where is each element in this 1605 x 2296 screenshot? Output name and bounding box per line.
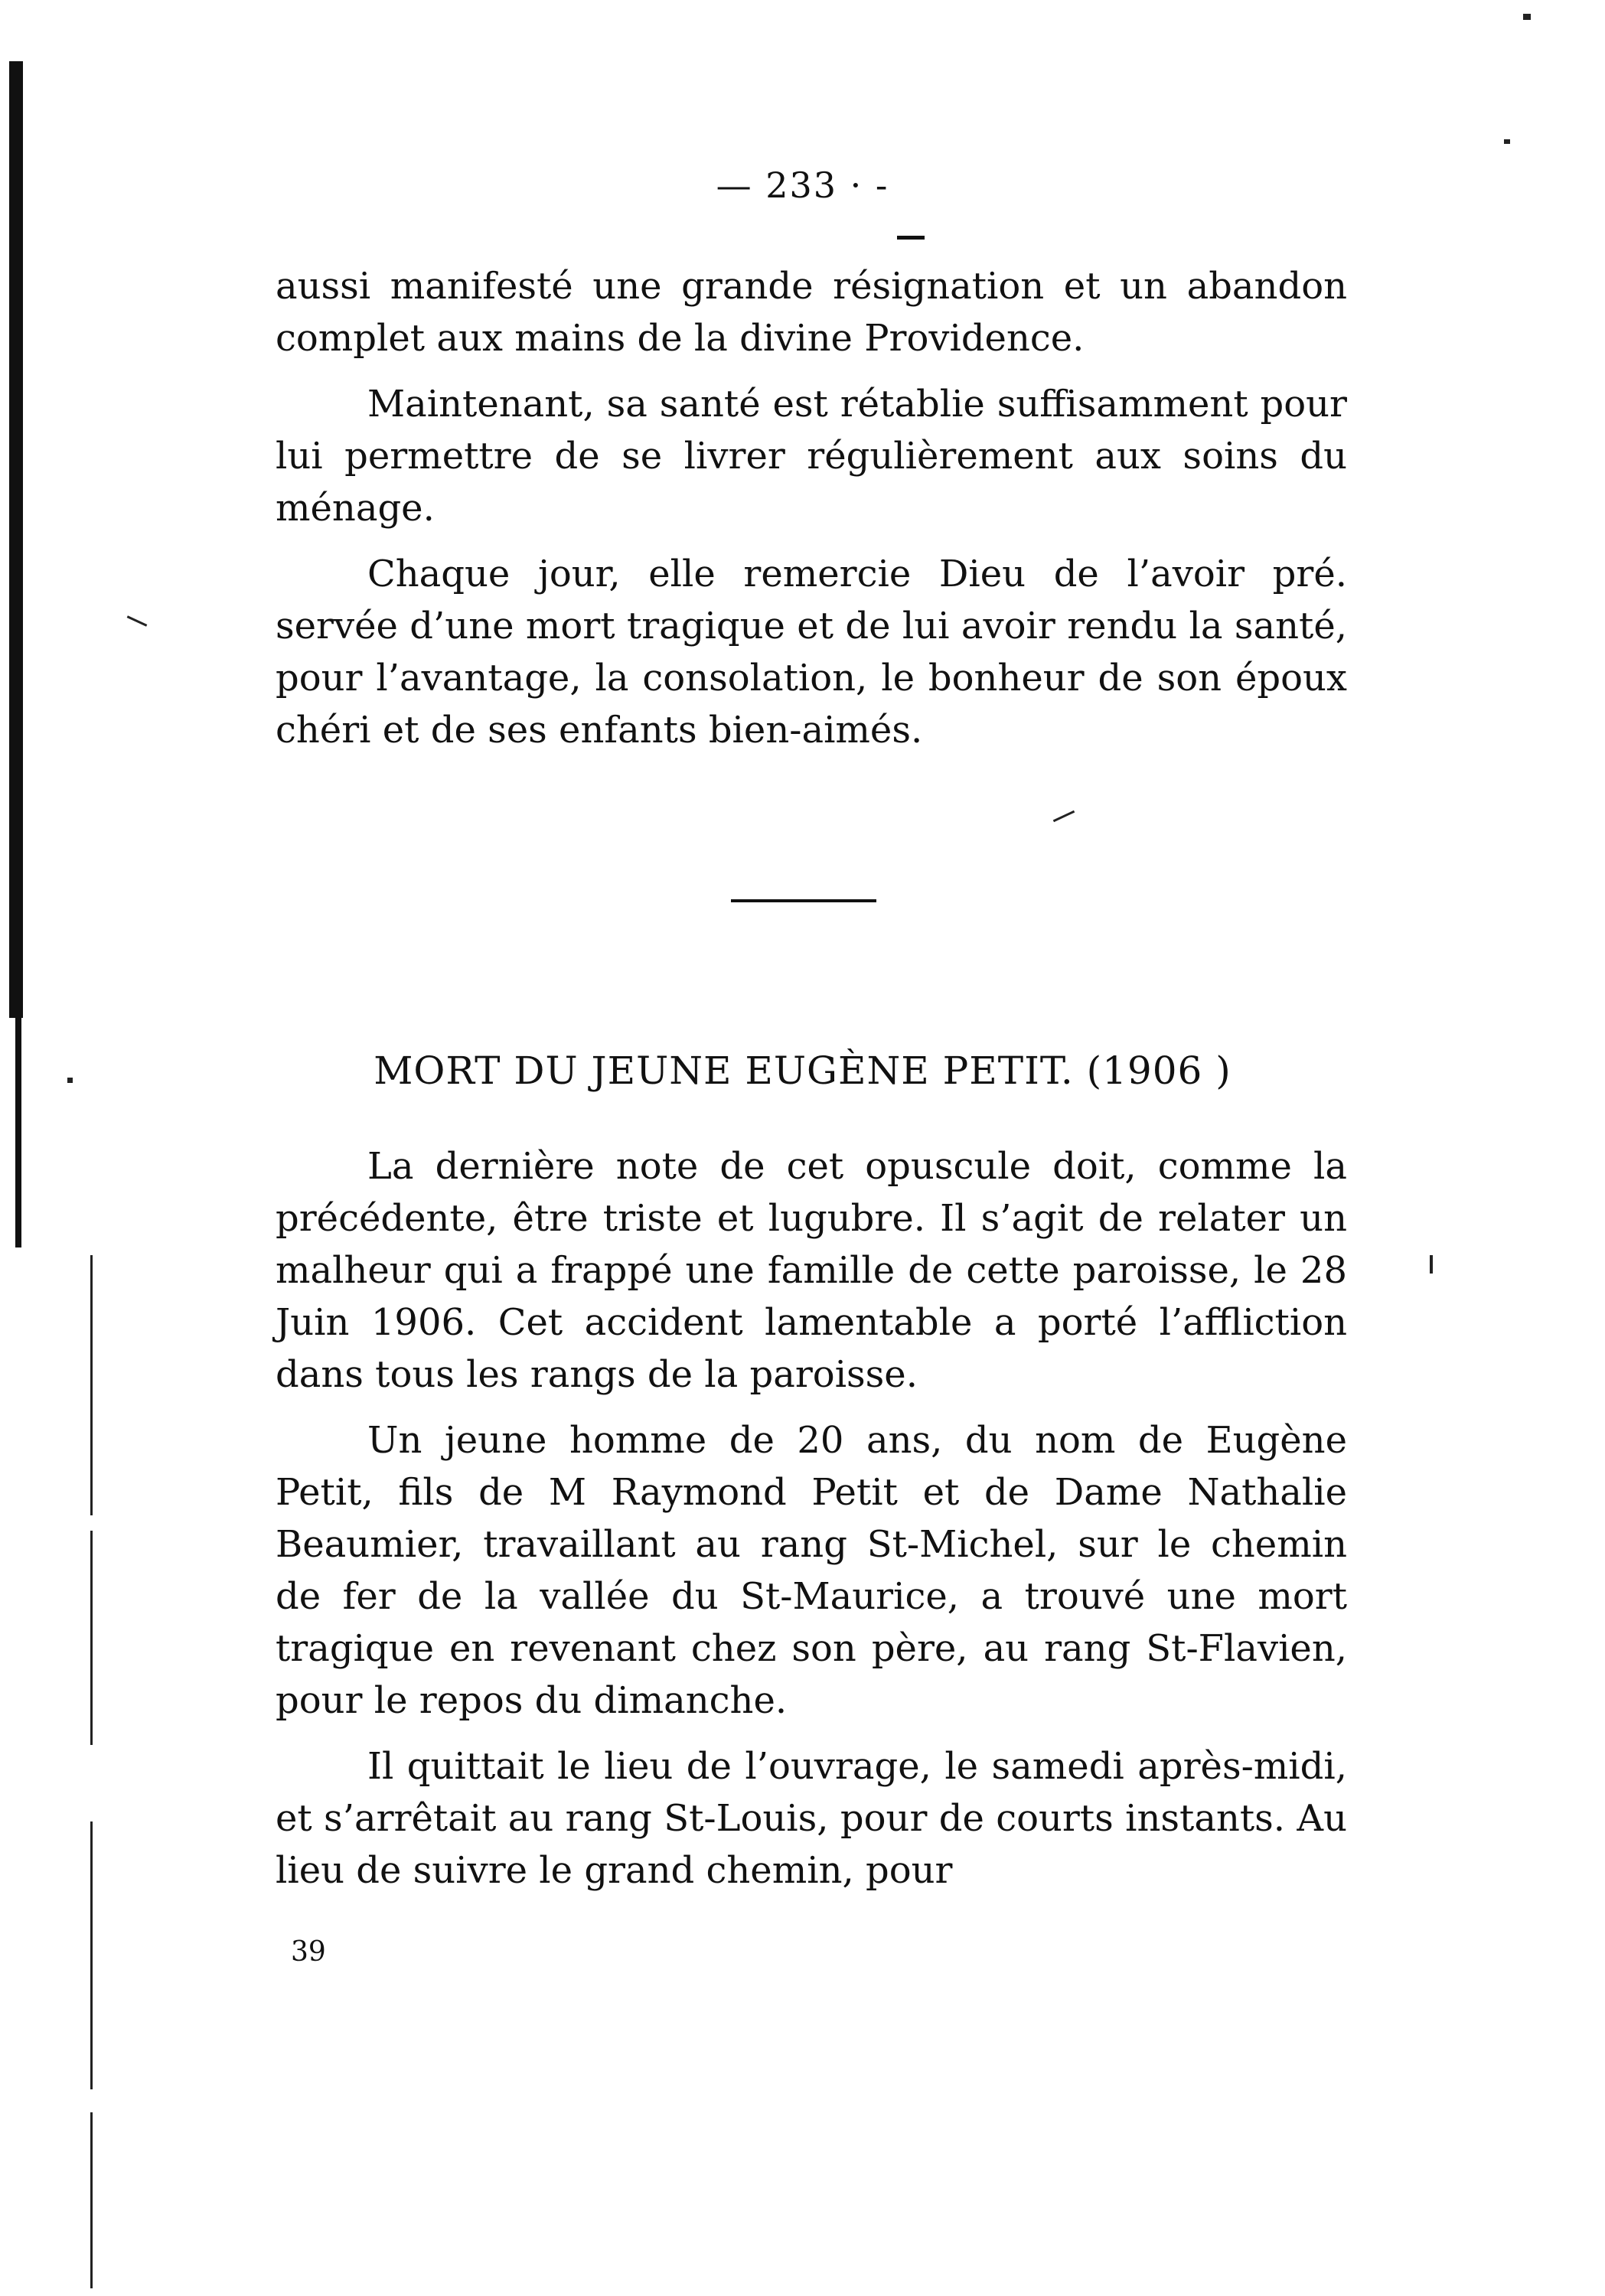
paragraph: Il quittait le lieu de l’ouvrage, le samedi après-midi, et s’arrêtait au rang St-Louis, pour de courts instants. Au lieu de suivre le grand chemin, pour: [276, 1745, 1347, 1892]
scan-speck: [1523, 14, 1531, 20]
scan-speck: [1053, 810, 1075, 822]
bottom-text-block: [276, 1140, 1347, 1910]
scan-edge-line: [90, 1531, 93, 1745]
scan-edge-line: [90, 2112, 93, 2288]
scan-speck: [1430, 1255, 1433, 1274]
paragraph: La dernière note de cet opuscule doit, comme la précédente, être triste et lugubre. Il s’agit de relater un malheur qui a frappé une famille de cette paroisse, le 28 Juin 1906. Cet accident lamentable a porté l’affliction dans tous les rangs de la paroisse.: [276, 1145, 1347, 1396]
signature-mark: 39: [291, 1936, 326, 1968]
scan-edge-line: [90, 1255, 93, 1515]
section-title: MORT DU JEUNE EUGÈNE PETIT. (1906 ): [374, 1049, 1231, 1093]
section-separator: [731, 899, 876, 902]
header-dash: [897, 236, 925, 240]
scan-edge-line: [90, 1821, 93, 2089]
paragraph: aussi manifesté une grande résignation et un abandon complet aux mains de la divine Providence.: [276, 265, 1347, 360]
scan-speck: [127, 615, 148, 627]
paragraph: Un jeune homme de 20 ans, du nom de Eugène Petit, fils de M Raymond Petit et de Dame Nathalie Beaumier, travaillant au rang St-Michel, sur le chemin de fer de la vallée du St-Maurice, a trouvé une mort tragique en revenant chez son père, au rang St-Flavien, pour le repos du dimanche.: [276, 1419, 1347, 1722]
scan-speck: [1504, 139, 1510, 144]
top-text-block: [276, 260, 1347, 770]
paragraph: Chaque jour, elle remercie Dieu de l’avoir pré. servée d’une mort tragique et de lui avoir rendu la santé, pour l’avantage, la consolation, le bonheur de son époux chéri et de ses enfants bien-aimés.: [276, 553, 1347, 752]
paragraph: Maintenant, sa santé est rétablie suffisamment pour lui permettre de se livrer régulièrement aux soins du ménage.: [276, 383, 1347, 530]
page-number: — 233 · -: [716, 165, 889, 206]
